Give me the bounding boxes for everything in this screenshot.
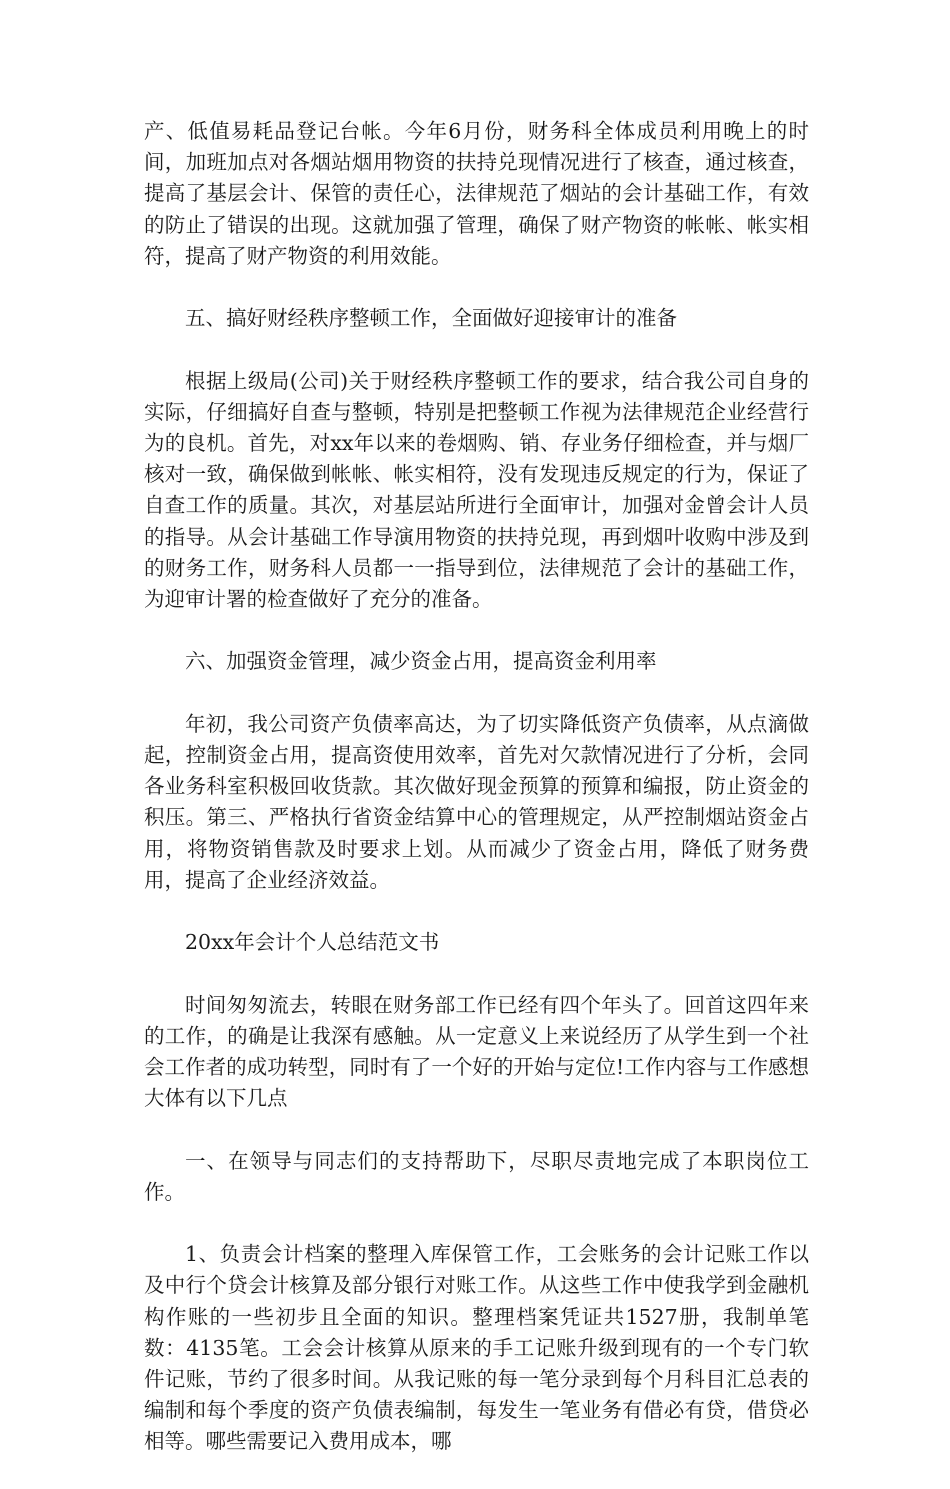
paragraph: 1、负责会计档案的整理入库保管工作，工会账务的会计记账工作以及中行个贷会计核算及部分银行对账工作。从这些工作中使我学到金融机构作账的一些初步且全面的知识。整理档案凭证共1527册，我制单笔数：4135笔。工会会计核算从原来的手工记账升级到现有的一个专门软件记账，节约了很多时间。从我记账的每一笔分录到每个月科目汇总表的编制和每个季度的资产负债表编制，每发生一笔业务有借必有贷，借贷必相等。哪些需要记入费用成本，哪 (144, 1242, 809, 1454)
section-heading: 六、加强资金管理，减少资金占用，提高资金利用率 (185, 649, 657, 674)
paragraph: 产、低值易耗品登记台帐。今年6月份，财务科全体成员利用晚上的时间，加班加点对各烟站烟用物资的扶持兑现情况进行了核查，通过核查，提高了基层会计、保管的责任心，法律规范了烟站的会计基础工作，有效的防止了错误的出现。这就加强了管理，确保了财产物资的帐帐、帐实相符，提高了财产物资的利用效能。 (144, 119, 809, 268)
section-heading: 五、搞好财经秩序整顿工作，全面做好迎接审计的准备 (185, 306, 677, 331)
paragraph: 年初，我公司资产负债率高达，为了切实降低资产负债率，从点滴做起，控制资金占用，提高资使用效率，首先对欠款情况进行了分析，会同各业务科室积极回收货款。其次做好现金预算的预算和编报，防止资金的积压。第三、严格执行省资金结算中心的管理规定，从严控制烟站资金占用，将物资销售款及时要求上划。从而减少了资金占用，降低了财务费用，提高了企业经济效益。 (144, 711, 809, 892)
section-heading: 20xx年会计个人总结范文书 (185, 930, 440, 955)
paragraph: 时间匆匆流去，转眼在财务部工作已经有四个年头了。回首这四年来的工作，的确是让我深有感触。从一定意义上来说经历了从学生到一个社会工作者的成功转型，同时有了一个好的开始与定位!工作内容与工作感想大体有以下几点 (144, 992, 809, 1111)
document-page (144, 116, 809, 1489)
paragraph: 根据上级局(公司)关于财经秩序整顿工作的要求，结合我公司自身的实际，仔细搞好自查与整顿，特别是把整顿工作视为法律规范企业经营行为的良机。首先，对xx年以来的卷烟购、销、存业务仔细检查，并与烟厂核对一致，确保做到帐帐、帐实相符，没有发现违反规定的行为，保证了自查工作的质量。其次，对基层站所进行全面审计，加强对金曾会计人员的指导。从会计基础工作导演用物资的扶持兑现，再到烟叶收购中涉及到的财务工作，财务科人员都一一指导到位，法律规范了会计的基础工作，为迎审计署的检查做好了充分的准备。 (144, 368, 809, 612)
paragraph: 一、在领导与同志们的支持帮助下，尽职尽责地完成了本职岗位工作。 (144, 1148, 809, 1204)
